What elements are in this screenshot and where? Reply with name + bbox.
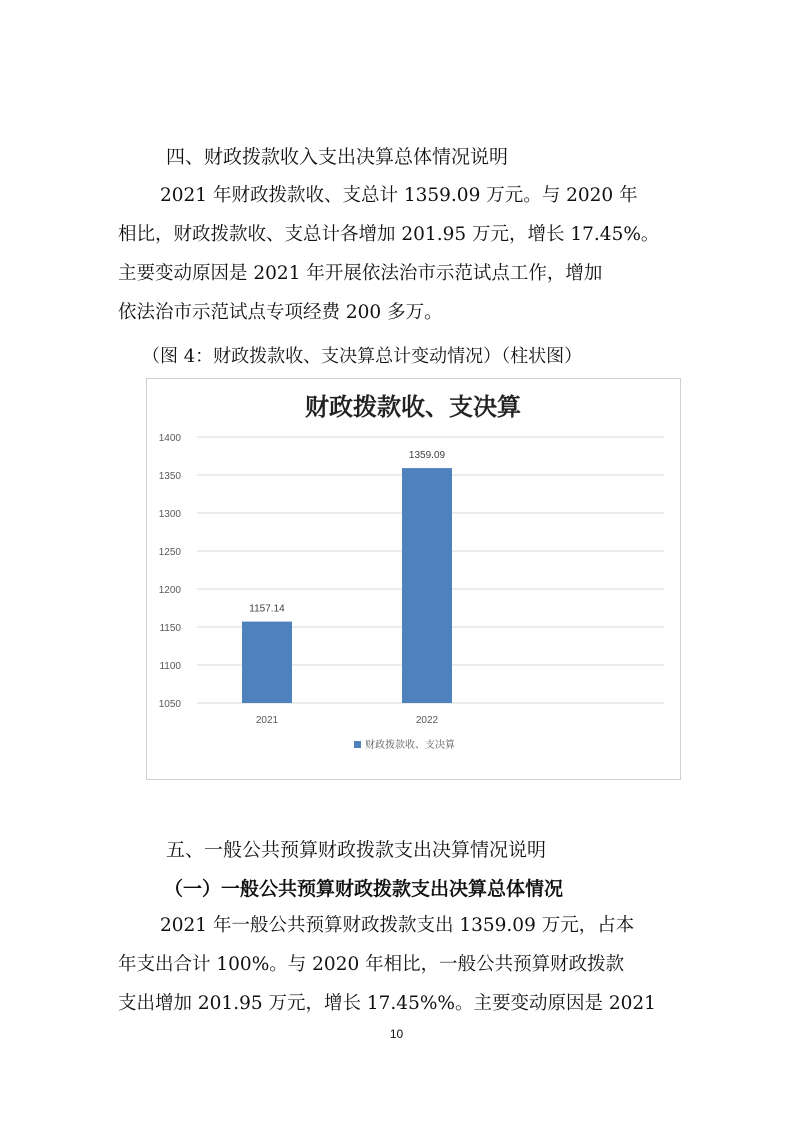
y-tick-label: 1250	[158, 547, 181, 558]
data-label: 1359.09	[408, 450, 446, 462]
chart-title: 财政拨款收、支决算	[305, 392, 521, 421]
bar-chart	[146, 378, 681, 780]
paragraph-line: 年支出合计 100%。与 2020 年相比，一般公共预算财政拨款	[118, 954, 625, 975]
chart-legend	[354, 738, 455, 751]
y-tick-label: 1200	[158, 585, 181, 596]
y-tick-label: 1150	[159, 623, 181, 634]
paragraph-line: 相比，财政拨款收、支总计各增加 201.95 万元，增长 17.45%。	[118, 224, 660, 245]
paragraph-line: 支出增加 201.95 万元，增长 17.45%%。主要变动原因是 2021	[118, 993, 656, 1014]
page-number: 10	[389, 1027, 404, 1041]
y-tick-label: 1350	[158, 471, 181, 482]
section4-heading: 四、财政拨款收入支出决算总体情况说明	[166, 146, 509, 168]
y-tick-label: 1400	[158, 433, 181, 444]
section4-paragraph	[118, 176, 678, 332]
y-axis-tick-labels	[159, 433, 182, 710]
x-tick-label: 2022	[415, 715, 439, 726]
x-tick-label: 2021	[255, 715, 279, 726]
paragraph-line: 2021 年财政拨款收、支总计 1359.09 万元。与 2020 年	[160, 185, 638, 206]
chart-canvas	[147, 379, 680, 779]
section5-subheading: （一）一般公共预算财政拨款支出决算总体情况	[164, 878, 564, 900]
legend-label: 财政拨款收、支决算	[365, 740, 455, 751]
section5-heading: 五、一般公共预算财政拨款支出决算情况说明	[166, 839, 547, 861]
bar-2022	[402, 468, 452, 703]
section5-paragraph	[118, 906, 678, 1023]
data-label: 1157.14	[249, 603, 285, 615]
paragraph-line: 2021 年一般公共预算财政拨款支出 1359.09 万元，占本	[160, 915, 635, 936]
y-tick-label: 1300	[158, 509, 181, 520]
legend-swatch	[354, 741, 361, 748]
paragraph-line: 依法治市示范试点专项经费 200 多万。	[118, 302, 443, 323]
bar-2021	[242, 622, 292, 703]
paragraph-line: 主要变动原因是 2021 年开展依法治市示范试点工作，增加	[118, 263, 603, 284]
y-tick-label: 1050	[158, 699, 181, 710]
figure-caption: （图 4：财政拨款收、支决算总计变动情况）（柱状图）	[142, 346, 583, 367]
x-axis-tick-labels	[256, 715, 439, 726]
y-tick-label: 1100	[159, 661, 181, 672]
chart-bars	[242, 468, 452, 703]
